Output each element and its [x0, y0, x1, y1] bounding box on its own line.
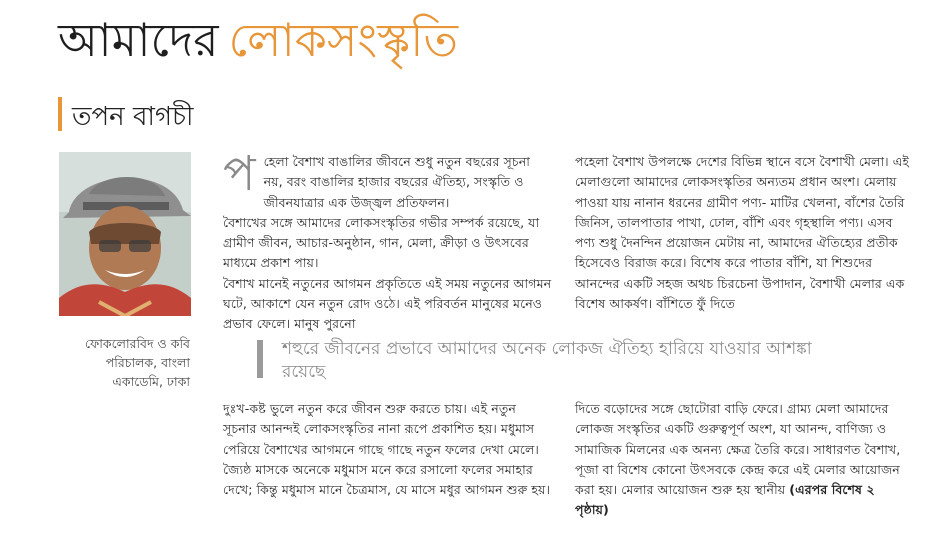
- drop-cap: প: [223, 146, 256, 202]
- article-column-2: [575, 152, 910, 314]
- pullquote-bar: [257, 340, 263, 378]
- pullquote: শহুরে জীবনের প্রভাবে আমাদের অনেক লোকজ ঐতিহ্য হারিয়ে যাওয়ার আশঙ্কা রয়েছে: [282, 339, 812, 382]
- headline-part1: আমাদের: [58, 13, 219, 67]
- author-byline: তপন বাগচী: [72, 102, 194, 132]
- paragraph: বৈশাখ মানেই নতুনের আগমন প্রকৃতিতে এই সময় নতুনের আগমন ঘটে, আকাশে যেন নতুন রোদ ওঠে। এই পরিবর্তন মানুষের মনেও প্রভাব ফেলে। মানুষ পুরনো: [223, 275, 552, 332]
- paragraph: বৈশাখের সঙ্গে আমাদের লোকসংস্কৃতির গভীর সম্পর্ক রয়েছে, যা গ্রামীণ জীবন, আচার-অনুষ্ঠান, গান, মেলা, ক্রীড়া ও উৎসবের মাধ্যমে প্রকাশ পায়।: [223, 214, 540, 271]
- article-column-3: [223, 399, 553, 500]
- paragraph: পহেলা বৈশাখ উপলক্ষে দেশের বিভিন্ন স্থানে বসে বৈশাখী মেলা। এই মেলাগুলো আমাদের লোকসংস্কৃতির অন্যতম প্রধান অংশ। মেলায় পাওয়া যায় নানান ধরনের গ্রামীণ পণ্য- মাটির খেলনা, বাঁশের তৈরি জিনিস, তালপাতার পাখা, ঢোল, বাঁশি এবং গৃহস্থালি পণ্য। এসব পণ্য শুধু দৈনন্দিন প্রয়োজন মেটায় না, আমাদের ঐতিহ্যের প্রতীক হিসেবেও বিরাজ করে। বিশেষ করে পাতার বাঁশি, যা শিশুদের আনন্দের একটি সহজ অথচ চিরচেনা উপাদান, বৈশাখী মেলার এক বিশেষ আকর্ষণ। বাঁশিতে ফুঁ দিতে: [575, 154, 910, 312]
- author-portrait-image: [59, 152, 191, 316]
- caption-line: ফোকলোরবিদ ও কবি: [85, 336, 190, 351]
- caption-line: একাডেমি, ঢাকা: [112, 374, 190, 389]
- headline-part2: লোকসংস্কৃতি: [228, 13, 458, 67]
- author-accent-bar: [58, 97, 62, 131]
- paragraph: হেলা বৈশাখ বাঙালির জীবনে শুধু নতুন বছরের সূচনা নয়, বরং বাঙালির হাজার বছরের ঐতিহ্য, সংস্কৃতি ও জীবনযাত্রার এক উজ্জ্বল প্রতিফলন।: [263, 154, 530, 210]
- author-caption: [40, 334, 190, 391]
- article-column-4: [575, 399, 910, 521]
- headline: [58, 6, 458, 76]
- article-column-1: [223, 146, 553, 335]
- paragraph: দুঃখ-কষ্ট ভুলে নতুন করে জীবন শুরু করতে চায়। এই নতুন সূচনার আনন্দই লোকসংস্কৃতির নানা রূপে প্রকাশিত হয়। মধুমাস পেরিয়ে বৈশাখের আগমনে গাছে গাছে নতুন ফলের দেখা মেলে। জ্যৈষ্ঠ মাসকে অনেকে মধুমাস মনে করে রসালো ফলের সমাহার দেখে; কিন্তু মধুমাস মানে চৈত্রমাস, যে মাসে মধুর আগমন শুরু হয়।: [223, 401, 551, 498]
- continued-note: (এরপর বিশেষ ২ পৃষ্ঠায়): [575, 482, 875, 518]
- paragraph-text: দিতে বড়োদের সঙ্গে ছোটোরা বাড়ি ফেরে। গ্রাম্য মেলা আমাদের লোকজ সংস্কৃতির একটি গুরুত্বপূর্ণ অংশ, যা আনন্দ, বাণিজ্য ও সামাজিক মিলনের এক অনন্য ক্ষেত্র তৈরি করে। সাধারণত বৈশাখ, পূজা বা বিশেষ কোনো উৎসবকে কেন্দ্র করে এই মেলার আয়োজন করা হয়। মেলার আয়োজন শুরু হয় স্থানীয়: [575, 401, 901, 498]
- paragraph: [575, 399, 910, 521]
- author-photo: [59, 152, 191, 316]
- caption-line: পরিচালক, বাংলা: [105, 355, 190, 370]
